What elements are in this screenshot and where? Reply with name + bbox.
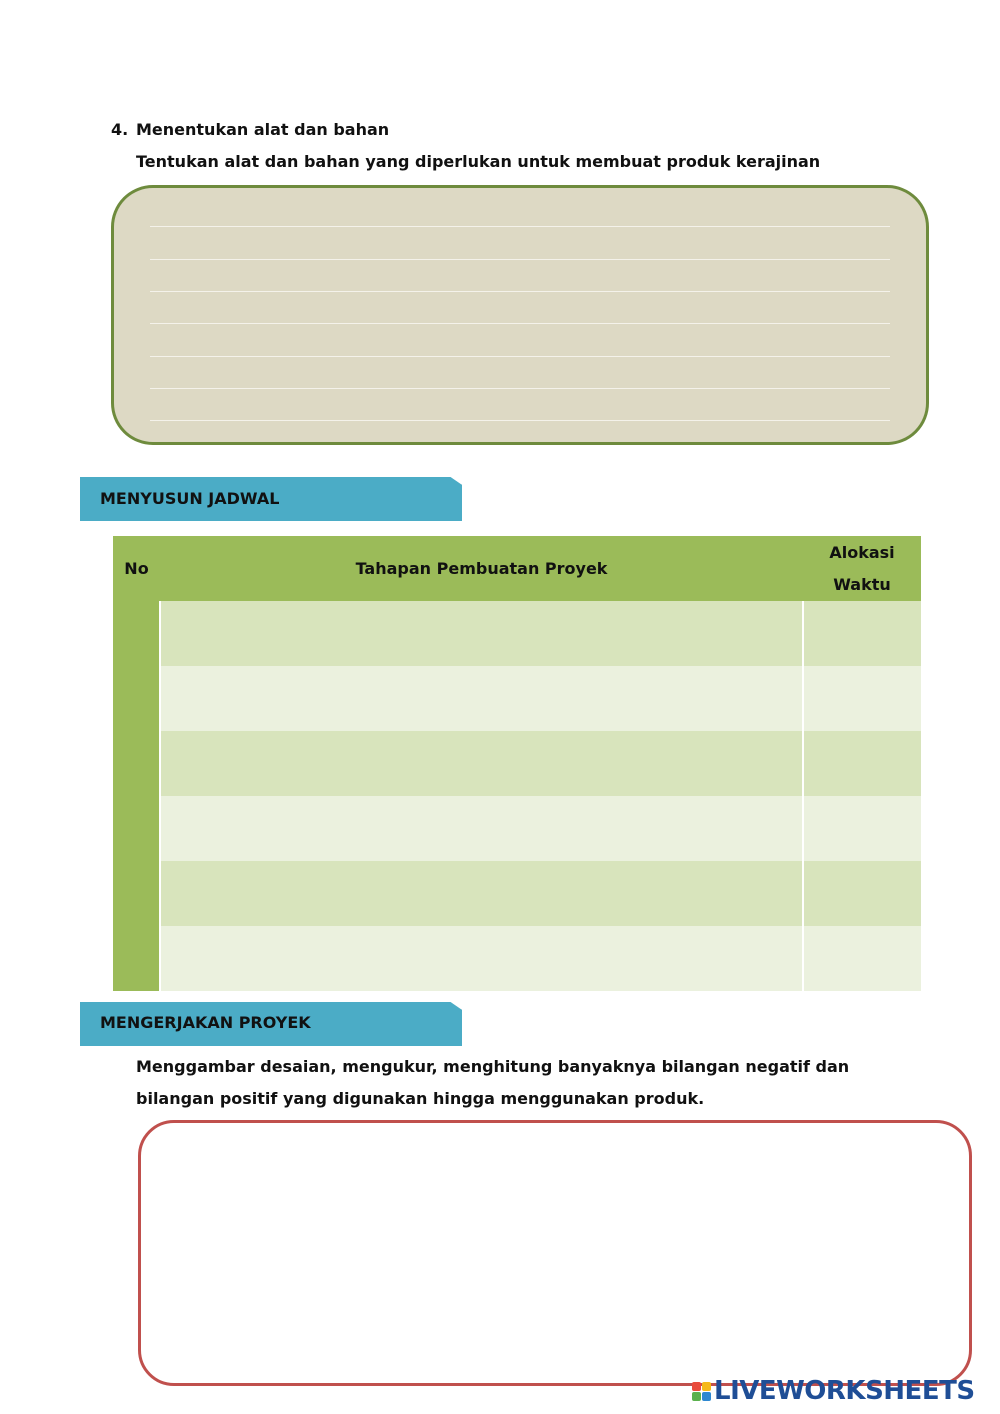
project-instruction-line1: Menggambar desaian, mengukur, menghitung banyaknya bilangan negatif dan (136, 1057, 850, 1076)
stage-cell[interactable] (160, 796, 803, 861)
writing-line (150, 323, 890, 324)
writing-line (150, 420, 890, 421)
time-cell[interactable] (803, 666, 921, 731)
table-row (113, 926, 921, 991)
writing-line (150, 356, 890, 357)
time-cell[interactable] (803, 601, 921, 666)
row-number-cell[interactable] (113, 666, 160, 731)
header-time-allocation (803, 536, 921, 601)
row-number-cell[interactable] (113, 796, 160, 861)
project-instruction-line2: bilangan positif yang digunakan hingga menggunakan produk. (136, 1089, 705, 1108)
table-row (113, 796, 921, 861)
step-title: Menentukan alat dan bahan (136, 120, 390, 139)
logo-mark-icon (692, 1382, 711, 1401)
writing-line (150, 226, 890, 227)
step-number: 4. (111, 120, 129, 139)
time-cell[interactable] (803, 796, 921, 861)
time-cell[interactable] (803, 926, 921, 991)
row-number-cell[interactable] (113, 731, 160, 796)
project-drawing-box[interactable] (138, 1120, 972, 1386)
schedule-table (113, 536, 921, 991)
time-cell[interactable] (803, 861, 921, 926)
step-heading (111, 120, 389, 139)
header-stage: Tahapan Pembuatan Proyek (160, 536, 803, 601)
stage-cell[interactable] (160, 601, 803, 666)
row-number-cell[interactable] (113, 601, 160, 666)
time-cell[interactable] (803, 731, 921, 796)
project-banner-label: MENGERJAKAN PROYEK (100, 1013, 311, 1032)
writing-line (150, 291, 890, 292)
row-number-cell[interactable] (113, 861, 160, 926)
table-row (113, 601, 921, 666)
logo-text: LIVEWORKSHEETS (714, 1376, 975, 1406)
table-row (113, 861, 921, 926)
liveworksheets-logo (692, 1376, 975, 1406)
writing-line (150, 259, 890, 260)
stage-cell[interactable] (160, 926, 803, 991)
stage-cell[interactable] (160, 861, 803, 926)
step-instruction: Tentukan alat dan bahan yang diperlukan untuk membuat produk kerajinan (136, 152, 821, 171)
table-header-row (113, 536, 921, 601)
header-no: No (113, 536, 160, 601)
row-number-cell[interactable] (113, 926, 160, 991)
header-time-line2: Waktu (833, 574, 891, 594)
header-time-line1: Alokasi (829, 542, 895, 562)
schedule-banner-label: MENYUSUN JADWAL (100, 489, 280, 508)
writing-line (150, 388, 890, 389)
table-row (113, 666, 921, 731)
table-row (113, 731, 921, 796)
stage-cell[interactable] (160, 731, 803, 796)
tools-materials-answer-box[interactable] (111, 185, 929, 445)
stage-cell[interactable] (160, 666, 803, 731)
